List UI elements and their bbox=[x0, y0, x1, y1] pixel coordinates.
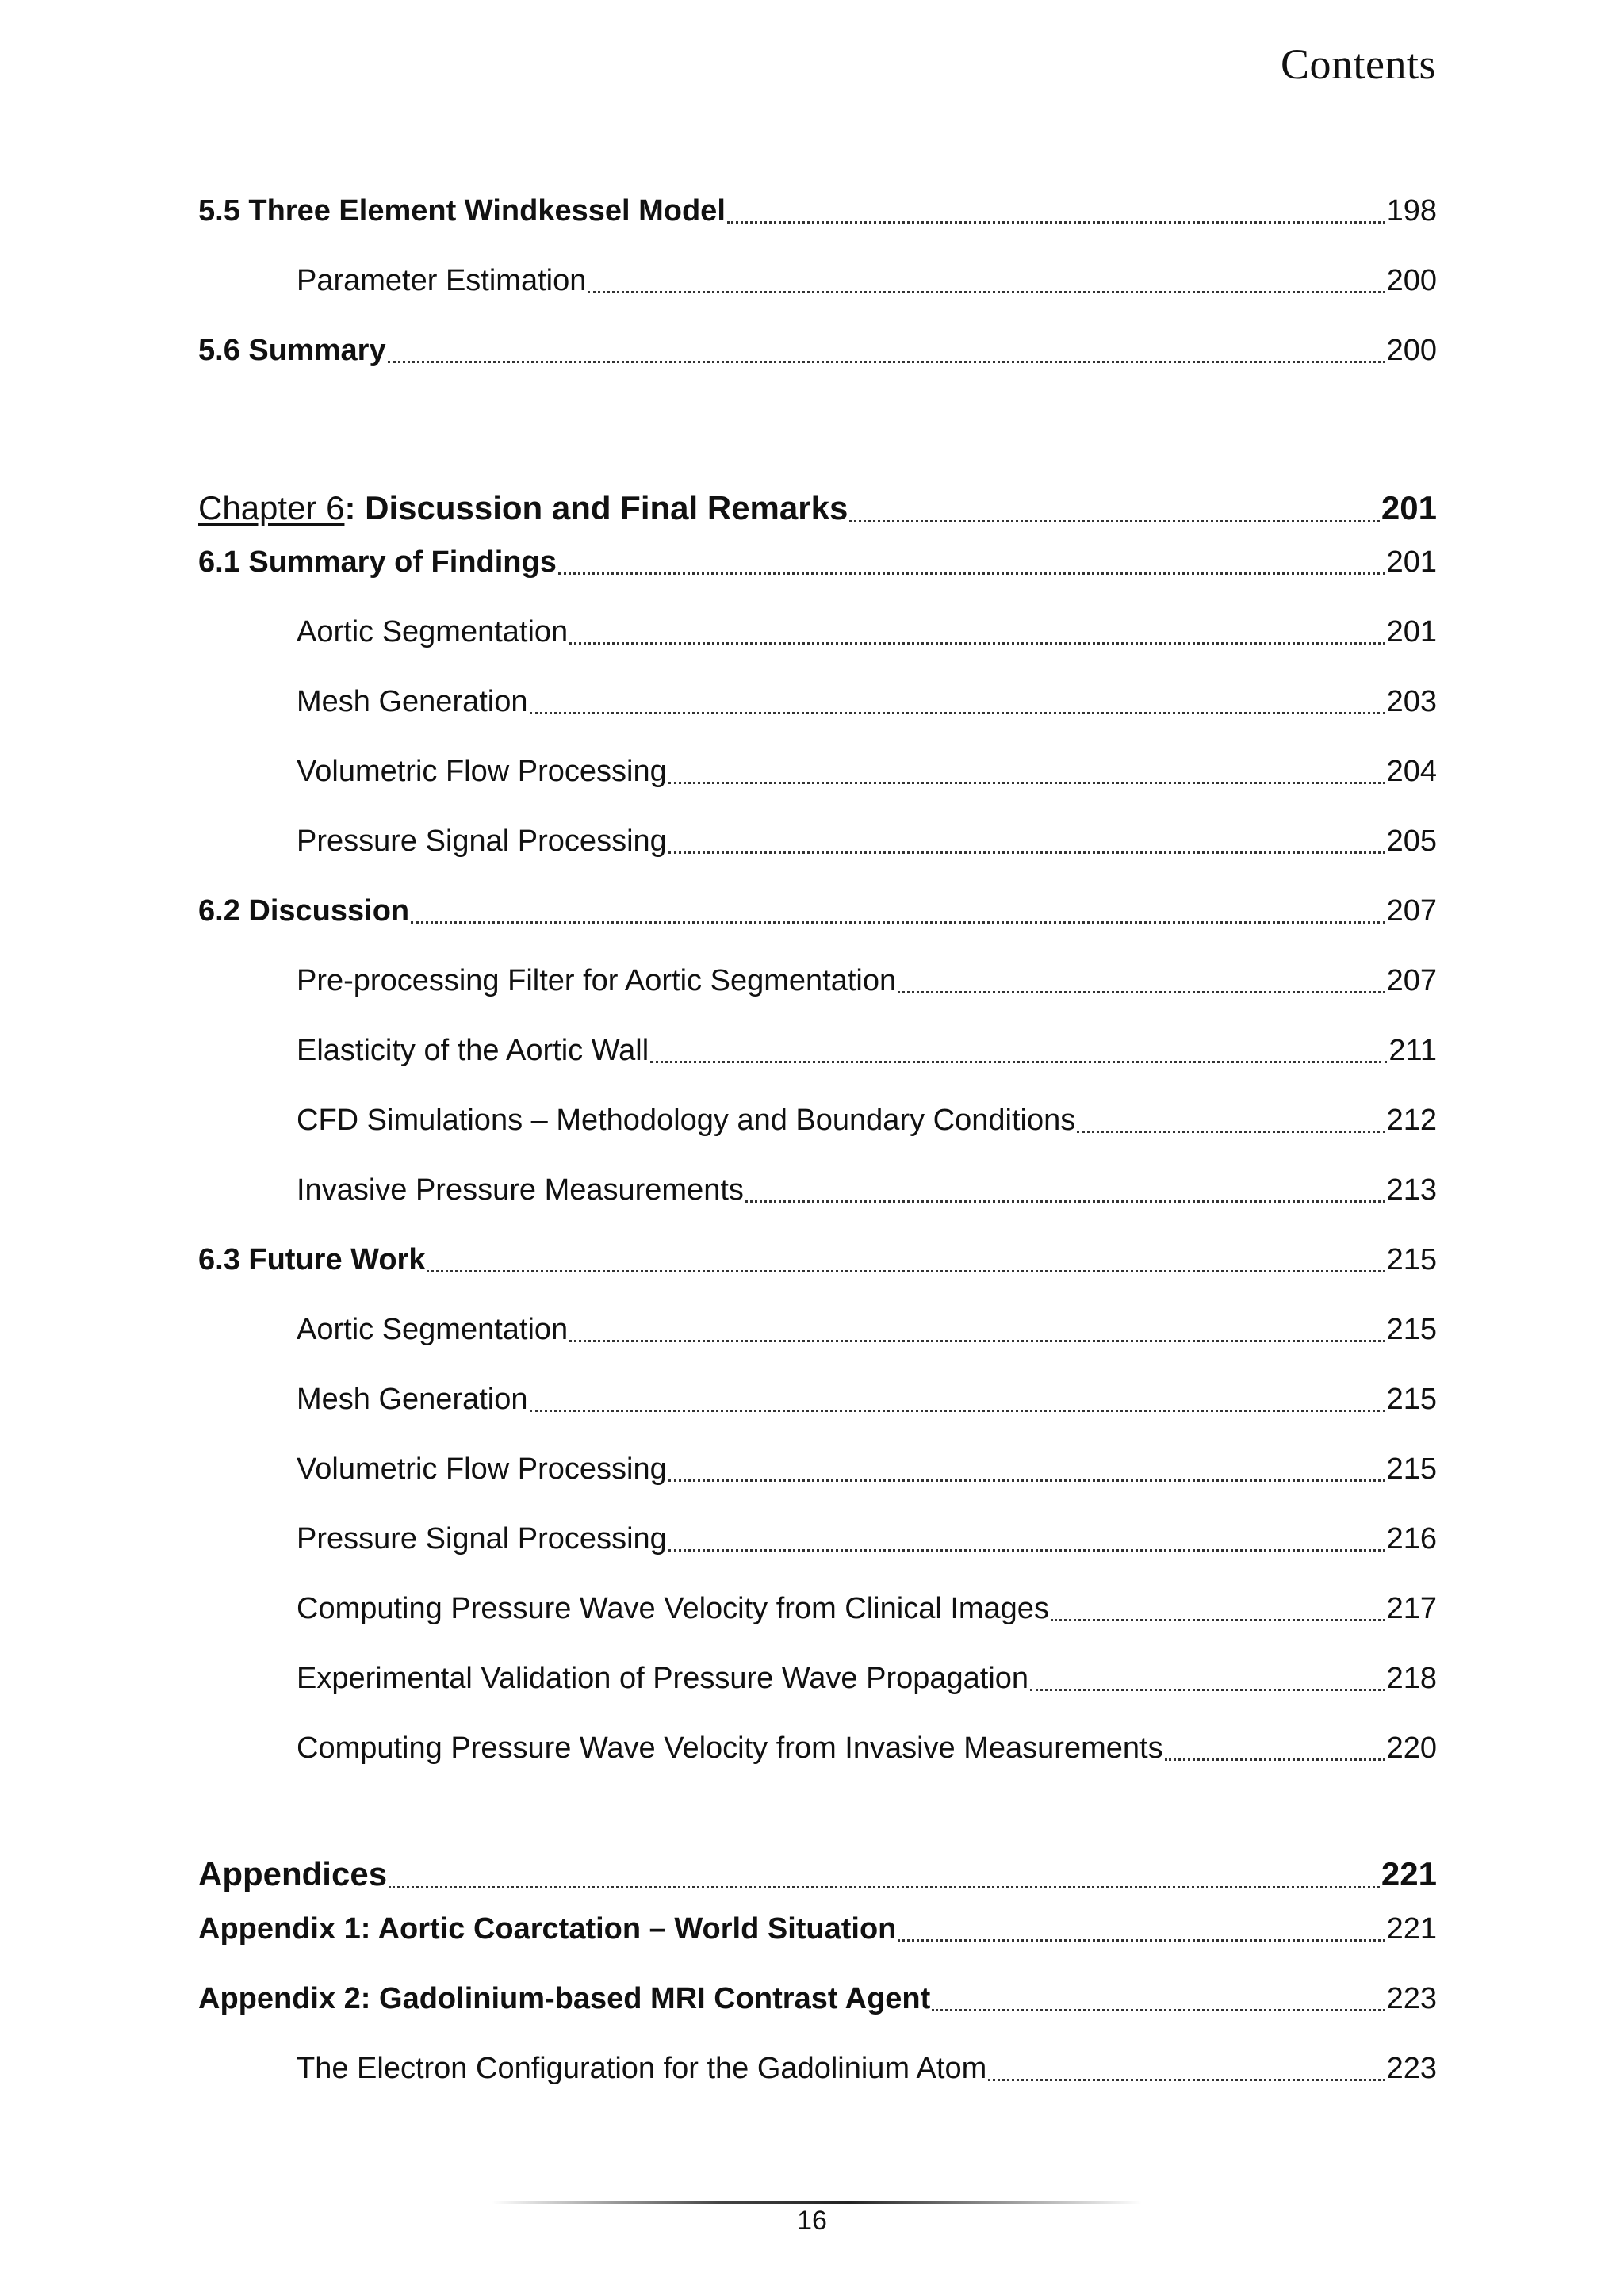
toc-entry-page: 213 bbox=[1386, 1173, 1437, 1207]
toc-entry-chapter-6[interactable] bbox=[198, 489, 1437, 527]
toc-entry-page: 201 bbox=[1386, 545, 1437, 579]
toc-entry-volumetric-flow-fw[interactable] bbox=[198, 1452, 1437, 1487]
chapter-title: : Discussion and Final Remarks bbox=[344, 489, 848, 526]
toc-entry-title: Pressure Signal Processing bbox=[297, 1522, 667, 1556]
toc-entry-5-5[interactable] bbox=[198, 194, 1437, 228]
toc-entry-page: 201 bbox=[1381, 489, 1437, 526]
dot-leader bbox=[530, 1409, 1385, 1412]
toc-entry-page: 207 bbox=[1386, 894, 1437, 928]
dot-leader bbox=[668, 781, 1385, 784]
toc-entry-title: Invasive Pressure Measurements bbox=[297, 1173, 744, 1207]
toc-entry-page: 223 bbox=[1386, 1982, 1437, 2015]
toc-entry-elasticity[interactable] bbox=[198, 1034, 1437, 1068]
page-number: 16 bbox=[797, 2206, 827, 2236]
toc-entry-title bbox=[198, 489, 848, 527]
dot-leader bbox=[668, 1479, 1385, 1482]
toc-entry-title: 5.5 Three Element Windkessel Model bbox=[198, 194, 726, 228]
dot-leader bbox=[569, 641, 1385, 645]
toc-entry-pwv-clinical[interactable] bbox=[198, 1592, 1437, 1626]
dot-leader bbox=[898, 990, 1385, 993]
toc-entry-page: 220 bbox=[1386, 1732, 1437, 1765]
toc-entry-title: Pressure Signal Processing bbox=[297, 825, 667, 858]
toc-entry-page: 223 bbox=[1386, 2052, 1437, 2085]
toc-entry-page: 221 bbox=[1381, 1855, 1437, 1892]
toc-entry-title: Aortic Segmentation bbox=[297, 1313, 569, 1346]
dot-leader bbox=[849, 519, 1380, 522]
dot-leader bbox=[898, 1938, 1385, 1942]
dot-leader bbox=[1077, 1130, 1385, 1133]
toc-entry-title: Computing Pressure Wave Velocity from Clinical Images bbox=[297, 1592, 1049, 1625]
toc-entry-experimental-validation[interactable] bbox=[198, 1662, 1437, 1696]
dot-leader bbox=[745, 1200, 1385, 1203]
toc-entry-page: 215 bbox=[1386, 1383, 1437, 1416]
toc-entry-title: Appendix 2: Gadolinium-based MRI Contrast Agent bbox=[198, 1982, 931, 2015]
dot-leader bbox=[1030, 1688, 1385, 1691]
toc-entry-appendix-1[interactable] bbox=[198, 1912, 1437, 1946]
toc-entry-title: The Electron Configuration for the Gadolinium Atom bbox=[297, 2052, 987, 2085]
toc-entry-page: 215 bbox=[1386, 1313, 1437, 1346]
toc-entry-cfd-simulations[interactable] bbox=[198, 1104, 1437, 1138]
dot-leader bbox=[650, 1060, 1387, 1063]
footer-rule bbox=[492, 2201, 1142, 2204]
toc-entry-pwv-invasive[interactable] bbox=[198, 1732, 1437, 1766]
toc-entry-aortic-segmentation-fw[interactable] bbox=[198, 1313, 1437, 1347]
toc-entry-page: 200 bbox=[1386, 334, 1437, 367]
dot-leader bbox=[530, 711, 1385, 714]
toc-entry-pressure-signal[interactable] bbox=[198, 825, 1437, 859]
toc-entry-volumetric-flow[interactable] bbox=[198, 755, 1437, 789]
toc-entry-title: Volumetric Flow Processing bbox=[297, 1452, 667, 1486]
toc-entry-page: 215 bbox=[1386, 1452, 1437, 1486]
toc-entry-title: Appendix 1: Aortic Coarctation – World Situation bbox=[198, 1912, 897, 1946]
dot-leader bbox=[1051, 1618, 1385, 1621]
dot-leader bbox=[427, 1269, 1385, 1272]
toc-entry-page: 200 bbox=[1386, 264, 1437, 297]
toc-entry-page: 212 bbox=[1386, 1104, 1437, 1137]
toc-entry-page: 203 bbox=[1386, 685, 1437, 718]
toc-entry-title: Elasticity of the Aortic Wall bbox=[297, 1034, 649, 1067]
toc-entry-title: Volumetric Flow Processing bbox=[297, 755, 667, 788]
toc-entry-appendix-2[interactable] bbox=[198, 1982, 1437, 2016]
toc-entry-title: 6.2 Discussion bbox=[198, 894, 410, 928]
toc-entry-page: 207 bbox=[1386, 964, 1437, 997]
toc-entry-preprocessing-filter[interactable] bbox=[198, 964, 1437, 998]
dot-leader bbox=[388, 360, 1385, 363]
toc-entry-title: Mesh Generation bbox=[297, 1383, 528, 1416]
toc-entry-mesh-generation-fw[interactable] bbox=[198, 1383, 1437, 1417]
toc-entry-title: 5.6 Summary bbox=[198, 334, 386, 367]
dot-leader bbox=[389, 1885, 1380, 1888]
dot-leader bbox=[411, 920, 1385, 924]
running-header: Contents bbox=[1280, 40, 1436, 88]
toc-entry-page: 201 bbox=[1386, 615, 1437, 649]
toc-entry-title: 6.3 Future Work bbox=[198, 1243, 426, 1276]
toc-entry-title: Appendices bbox=[198, 1855, 388, 1892]
toc-entry-6-1[interactable] bbox=[198, 545, 1437, 580]
toc-entry-title: Experimental Validation of Pressure Wave Propagation bbox=[297, 1662, 1029, 1695]
toc-entry-page: 205 bbox=[1386, 825, 1437, 858]
dot-leader bbox=[1165, 1758, 1385, 1761]
dot-leader bbox=[668, 1548, 1385, 1552]
chapter-link[interactable]: Chapter 6 bbox=[198, 489, 345, 526]
dot-leader bbox=[588, 290, 1385, 293]
toc-entry-page: 217 bbox=[1386, 1592, 1437, 1625]
toc-entry-page: 221 bbox=[1386, 1912, 1437, 1946]
toc-entry-page: 211 bbox=[1388, 1034, 1437, 1067]
toc-entry-title: Computing Pressure Wave Velocity from Invasive Measurements bbox=[297, 1732, 1163, 1765]
toc-entry-page: 204 bbox=[1386, 755, 1437, 788]
toc-entry-appendices[interactable] bbox=[198, 1855, 1437, 1893]
toc-entry-page: 198 bbox=[1386, 194, 1437, 228]
toc-entry-mesh-generation[interactable] bbox=[198, 685, 1437, 719]
dot-leader bbox=[668, 851, 1385, 854]
dot-leader bbox=[569, 1339, 1385, 1342]
toc-entry-title: Mesh Generation bbox=[297, 685, 528, 718]
toc-entry-5-6[interactable] bbox=[198, 334, 1437, 368]
toc-entry-title: Parameter Estimation bbox=[297, 264, 587, 297]
toc-entry-electron-configuration[interactable] bbox=[198, 2052, 1437, 2086]
dot-leader bbox=[727, 220, 1385, 224]
toc-entry-invasive-pressure[interactable] bbox=[198, 1173, 1437, 1207]
dot-leader bbox=[558, 572, 1385, 575]
toc-entry-aortic-segmentation[interactable] bbox=[198, 615, 1437, 649]
toc-entry-title: 6.1 Summary of Findings bbox=[198, 545, 557, 579]
toc-entry-6-3[interactable] bbox=[198, 1243, 1437, 1277]
toc-entry-pressure-signal-fw[interactable] bbox=[198, 1522, 1437, 1556]
toc-entry-page: 216 bbox=[1386, 1522, 1437, 1556]
toc-entry-page: 215 bbox=[1386, 1243, 1437, 1276]
toc-entry-parameter-estimation[interactable] bbox=[198, 264, 1437, 298]
dot-leader bbox=[932, 2008, 1385, 2011]
dot-leader bbox=[988, 2078, 1385, 2081]
toc-entry-6-2[interactable] bbox=[198, 894, 1437, 928]
toc-entry-title: Pre-processing Filter for Aortic Segmentation bbox=[297, 964, 897, 997]
toc-entry-title: CFD Simulations – Methodology and Boundary Conditions bbox=[297, 1104, 1076, 1137]
toc-entry-page: 218 bbox=[1386, 1662, 1437, 1695]
toc-entry-title: Aortic Segmentation bbox=[297, 615, 569, 649]
